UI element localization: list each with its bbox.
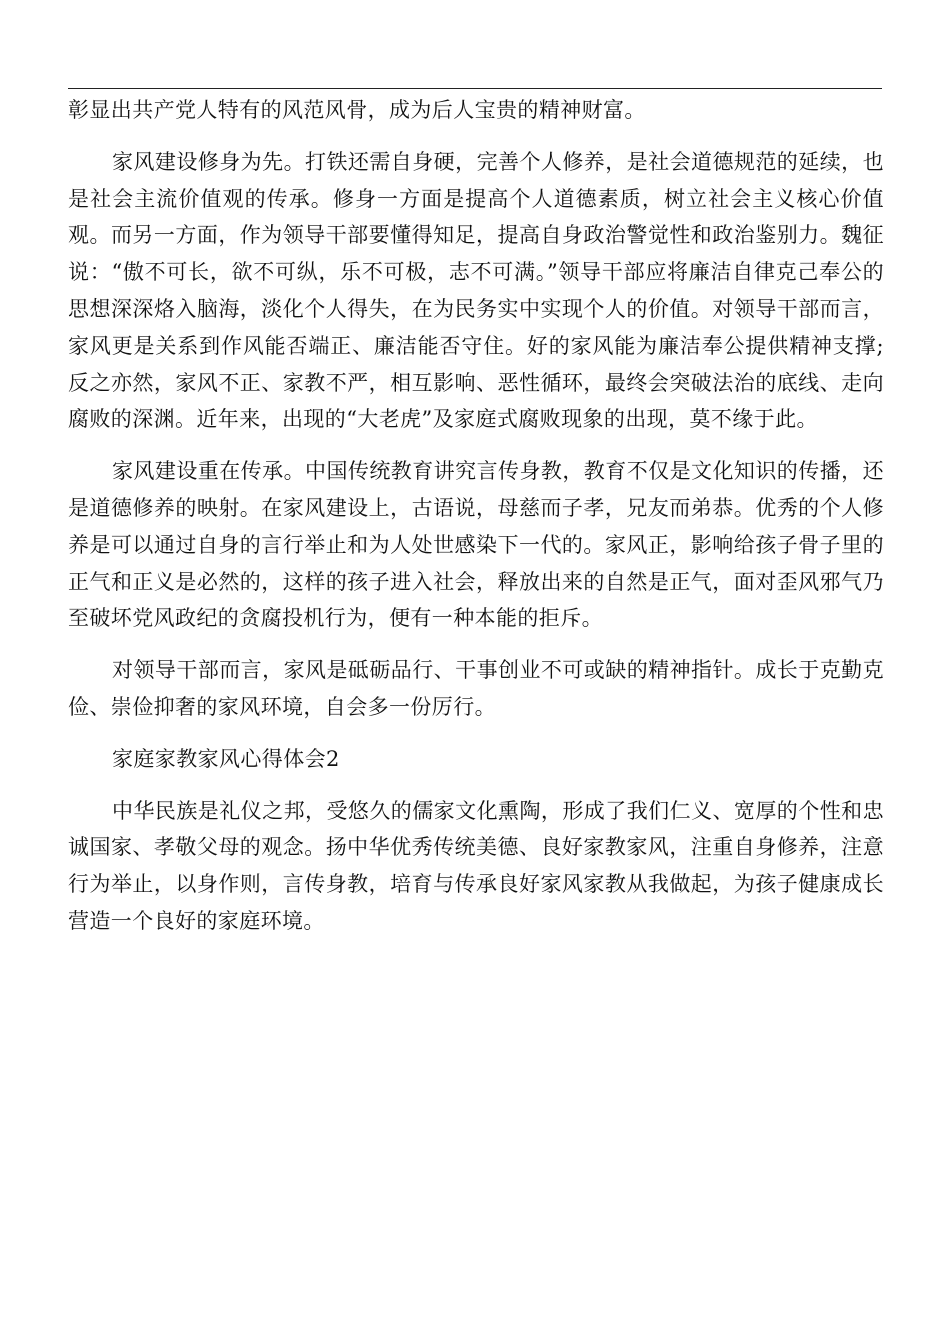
paragraph-etiquette: 中华民族是礼仪之邦，受悠久的儒家文化熏陶，形成了我们仁义、宽厚的个性和忠诚国家、孝敬父母的观念。扬中华优秀传统美德、良好家教家风，注重自身修养，注意行为举止，以身作则，言传身教，培育与传承良好家风家教从我做起，为孩子健康成长营造一个良好的家庭环境。 <box>68 798 884 933</box>
paragraph-continuation: 彰显出共产党人特有的风范风骨，成为后人宝贵的精神财富。 <box>68 98 646 122</box>
paragraph-self-cultivation: 家风建设修身为先。打铁还需自身硬，完善个人修养，是社会道德规范的延续，也是社会主流价值观的传承。修身一方面是提高个人道德素质，树立社会主义核心价值观。而另一方面，作为领导干部要懂得知足，提高自身政治警觉性和政治鉴别力。魏征说：“傲不可长，欲不可纵，乐不可极，志不可满。”领导干部应将廉洁自律克己奉公的思想深深烙入脑海，淡化个人得失，在为民务实中实现个人的价值。对领导干部而言，家风更是关系到作风能否端正、廉洁能否守住。好的家风能为廉洁奉公提供精神支撑;反之亦然，家风不正、家教不严，相互影响、恶性循环，最终会突破法治的底线、走向腐败的深渊。近年来，出现的“大老虎”及家庭式腐败现象的出现，莫不缘于此。 <box>68 149 884 432</box>
section-heading: 家庭家教家风心得体会2 <box>112 746 340 771</box>
header-rule <box>68 88 882 89</box>
document-body <box>68 92 884 955</box>
paragraph-inheritance: 家风建设重在传承。中国传统教育讲究言传身教，教育不仅是文化知识的传播，还是道德修养的映射。在家风建设上，古语说，母慈而子孝，兄友而弟恭。优秀的个人修养是可以通过自身的言行举止和为人处世感染下一代的。家风正，影响给孩子骨子里的正气和正义是必然的，这样的孩子进入社会，释放出来的自然是正气，面对歪风邪气乃至破坏党风政纪的贪腐投机行为，便有一种本能的拒斥。 <box>68 459 884 631</box>
paragraph-leadership: 对领导干部而言，家风是砥砺品行、干事创业不可或缺的精神指针。成长于克勤克俭、崇俭抑奢的家风环境，自会多一份厉行。 <box>68 658 884 719</box>
